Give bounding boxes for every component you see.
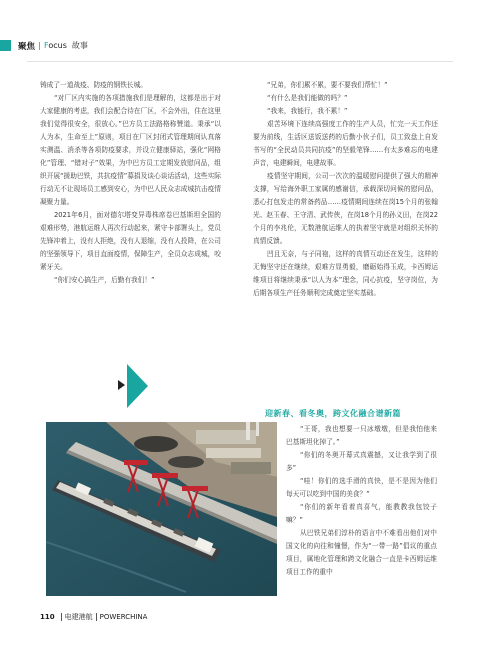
column-left — [40, 79, 221, 287]
paragraph: 疫情坚守期间，公司一次次的温暖慰问提供了强大的精神支撑，写给海外职工家属的感谢信，承载深切问候的慰问品，悉心打包发走的常备药品……疫情期间连续在岗15个月的张翰光、赵玉春、王守清、武传侠，在岗18个月的孙义田，在岗22个月的李兆伦，无数港航运维人的执着坚守就是对组织关怀的真情反馈。 — [253, 172, 438, 245]
paragraph: “王哥，我也想要一只冰墩墩，但是我怕他来巴基斯坦化掉了。” — [286, 425, 437, 446]
arrow-icon — [118, 380, 125, 390]
port-aerial-photo — [46, 422, 277, 596]
page-header — [0, 40, 88, 51]
paragraph: “你们的新年看着真喜气，能教教我包饺子嘛？” — [286, 503, 437, 524]
magazine-name: 电建港航 — [64, 613, 93, 621]
paragraph: “兄弟，你们累不累，要不要我们帮忙！” — [267, 81, 388, 89]
section-title: 迎新春、看冬奥，跨文化融合谱新篇 — [265, 409, 401, 418]
brand-name: POWERCHINA — [99, 613, 148, 621]
header-rule — [27, 61, 453, 62]
focus-rest: ocus — [48, 41, 67, 50]
header-sub: 故事 — [71, 41, 88, 50]
page-footer — [40, 612, 147, 622]
paragraph: “你们安心搞生产，后勤有我们！” — [54, 276, 155, 284]
header-focus — [44, 41, 67, 50]
paragraph: 2021年6月，面对德尔塔变异毒株席卷巴基斯坦全国的艰难形势，港航运维人再次行动起来，紧守卡部署头上，党员先锋冲着上，没有人拒绝，没有人退缩，没有人投降，在公司的坚强领导下，项目直面疫情，保障生产，全员众志成城，咬紧牙关。 — [40, 211, 221, 271]
header-accent-bar — [0, 40, 11, 51]
header-divider — [39, 42, 40, 50]
paragraph: 铸成了一道战疫、防疫的钢铁长城。 — [40, 81, 147, 89]
footer-divider — [61, 613, 62, 621]
paragraph: “我来，我能行，我不累！” — [267, 107, 348, 115]
focus-initial: F — [44, 41, 49, 50]
page-number: 110 — [40, 613, 55, 621]
paragraph: “你们的冬奥开幕式真震撼，又让我学到了很多” — [286, 451, 437, 472]
header-section: 聚焦 — [18, 41, 36, 52]
paragraph: 艰苦环境下连续高强度工作的生产人员，忙完一天工作还要为前线，生活区送饭送药的后勤小伙子们，员工致盘上自发书写的“全民动员共同抗疫”的坚毅笔锋……有太多难忘的电建声音，电建瞬间，电建故事。 — [253, 120, 438, 167]
paragraph: 从巴铁兄弟们淳朴的语言中不难看出他们对中国文化的向往和憧憬，作为“一带一路”倡议的重点项目，属地化管理和跨文化融合一直是卡西姆运维项目工作的重中 — [286, 529, 437, 576]
paragraph: 凹且无奈，与子同袍，这样的真情互动还在发生，这样的无悔坚守还在继续，艰难方显勇毅，磨砺始得玉成，卡西姆运维项目将继续秉承“以人为本”理念，同心抗疫，坚守岗位，为后期各项生产任务顺利完成奠定坚实基础。 — [253, 250, 438, 297]
column-right — [253, 79, 438, 300]
teal-triangle-icon — [127, 364, 148, 408]
footer-divider — [96, 613, 97, 621]
paragraph: “对厂区内实施的各项措施我们是理解的，这都是出于对大家健康的考虑，我们会配合待在厂区，不会外出，住在这里我们觉得很安全，很放心。”巴方员工法路格称赞道。秉承“以人为本，生命至上”原则，项目在厂区封闭式管理期间认真落实测温、消杀等各项防疫要求，并设立健康驿站，强化“网格化”管理、“错对子”效果，为中巴方员工定期发放慰问品，组织开展“援助巴铁，共抗疫情”募捐及谈心谈话活动，这些实际行动无不让现场员工感到安心，为中巴人民众志成城抗击疫情凝聚力量。 — [40, 94, 221, 206]
column-lower-right — [286, 423, 437, 579]
paragraph: “有什么是我们能做的吗？” — [267, 94, 348, 102]
paragraph: “哇！你们的选手滑的真快，是不是因为他们每天可以吃到中国的美食？” — [286, 477, 437, 498]
